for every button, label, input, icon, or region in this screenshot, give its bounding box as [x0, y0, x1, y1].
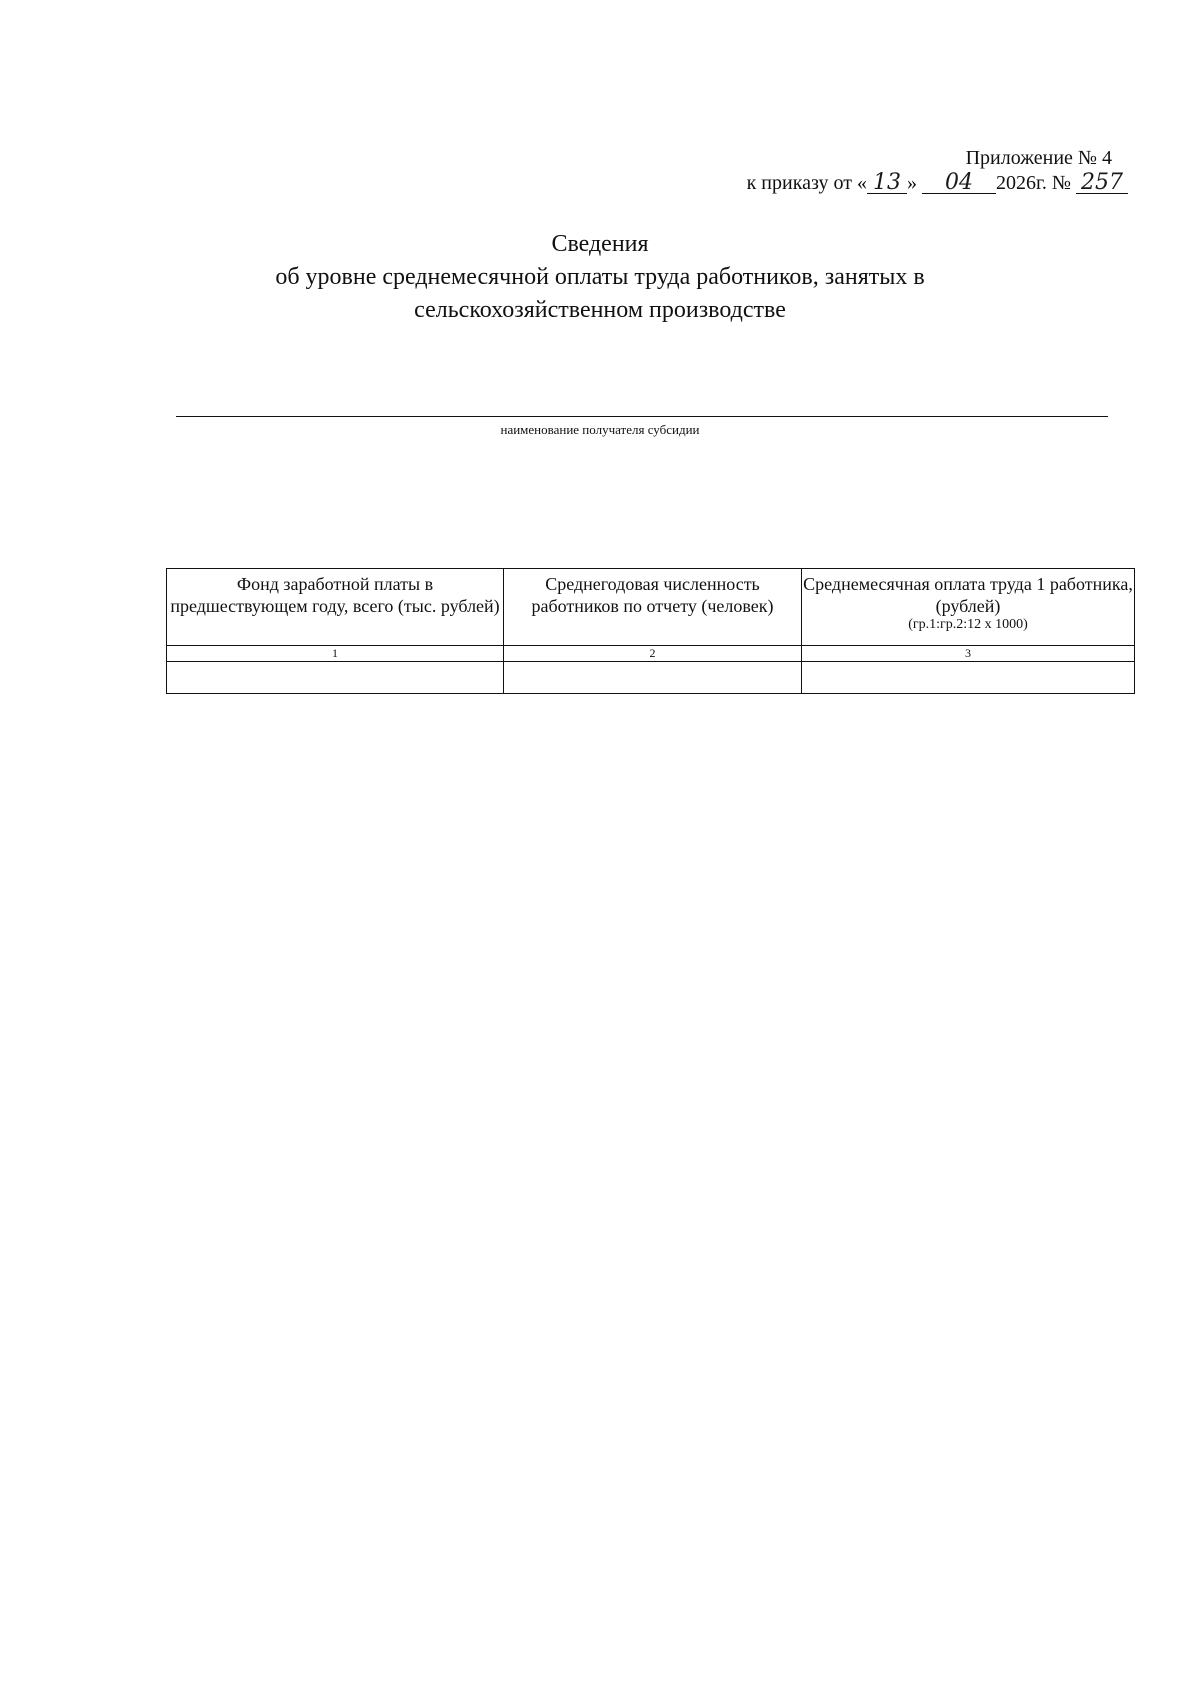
column-number: 3: [802, 646, 1135, 662]
title-line-2: об уровне среднемесячной оплаты труда работников, занятых в: [275, 264, 925, 290]
header-headcount: [504, 569, 802, 646]
header-headcount-label: Среднегодовая численность работников по отчету (человек): [531, 574, 774, 616]
table-row: [167, 662, 1135, 694]
recipient-name-line: [176, 416, 1108, 417]
header-wage-fund: [167, 569, 504, 646]
headcount-cell[interactable]: [504, 662, 802, 694]
header-monthly-wage-label: Среднемесячная оплата труда 1 работника, (рублей): [803, 574, 1133, 616]
order-prefix: к приказу от «: [746, 172, 867, 194]
wage-info-table: [166, 568, 1135, 694]
order-number-field: 257: [1076, 173, 1128, 194]
column-number-row: [167, 646, 1135, 662]
title-main: Сведения: [551, 231, 649, 257]
table-header-row: [167, 569, 1135, 646]
title-line-3: сельскохозяйственном производстве: [414, 297, 786, 323]
monthly-wage-cell[interactable]: [802, 662, 1135, 694]
wage-fund-cell[interactable]: [167, 662, 504, 694]
order-day-field: 13: [867, 173, 907, 194]
order-close-quote: »: [906, 172, 917, 194]
recipient-caption: наименование получателя субсидии: [500, 422, 700, 437]
header-monthly-wage-formula: (гр.1:гр.2:12 х 1000): [908, 617, 1028, 632]
header-monthly-wage: [802, 569, 1135, 646]
header-wage-fund-label: Фонд заработной платы в предшествующем году, всего (тыс. рублей): [170, 574, 500, 616]
order-year-label: 2026г. №: [995, 172, 1071, 194]
order-reference: [747, 170, 1128, 196]
order-month-field: 04: [922, 173, 996, 194]
column-number: 1: [167, 646, 504, 662]
document-title: [0, 228, 1200, 327]
appendix-label: Приложение № 4: [965, 147, 1112, 169]
column-number: 2: [504, 646, 802, 662]
